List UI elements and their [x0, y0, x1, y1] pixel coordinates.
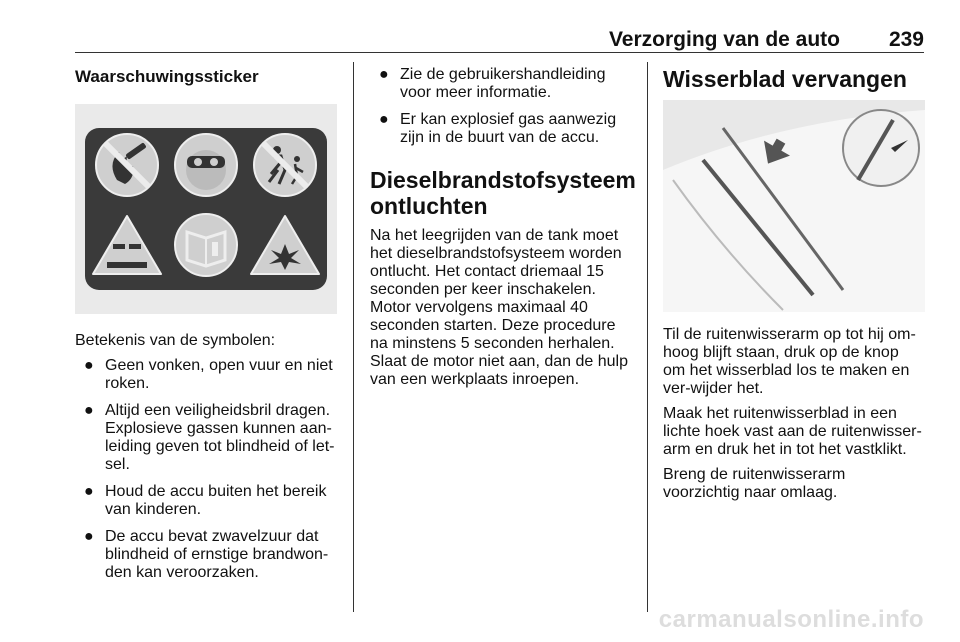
wiper-step-1: Til de ruitenwisserarm op tot hij om-hoog blijft staan, druk op de knop om het wisserblad los te maken en ver-wijder het.: [663, 326, 916, 397]
no-fire-icon: [96, 134, 158, 196]
warning-symbols-illustration: [75, 104, 337, 314]
header-title: Verzorging van de auto: [608, 28, 840, 51]
wiper-blade-graphic: [663, 100, 925, 312]
detail-zoom-circle: [843, 110, 919, 186]
symbol-meanings-list: [75, 357, 337, 582]
warning-symbols-graphic: [75, 104, 337, 314]
header-rule: [75, 52, 924, 53]
list-item: ● Altijd een veiligheidsbril dragen. Explosieve gassen kunnen aan-leiding geven tot blindheid of let-sel.: [84, 402, 335, 473]
symbols-intro: Betekenis van de symbolen:: [75, 332, 276, 349]
more-symbols-list: [370, 66, 635, 147]
column-warning-sticker: [75, 60, 337, 591]
column-diesel: [370, 60, 635, 396]
wiper-blade-heading: Wisserblad vervangen: [663, 66, 907, 92]
wiper-step-3: Breng de ruitenwisserarm voorzichtig naar omlaag.: [663, 466, 846, 501]
watermark: carmanualsonline.info: [658, 606, 924, 633]
column-divider-1: [353, 62, 354, 612]
list-item: ● Geen vonken, open vuur en niet roken.: [84, 357, 333, 392]
no-children-icon: [254, 134, 316, 196]
page-number: 239: [888, 28, 924, 51]
safety-goggles-icon: [175, 134, 237, 196]
list-item: ● Houd de accu buiten het bereik van kinderen.: [84, 483, 327, 518]
wiper-blade-illustration: [663, 100, 925, 312]
column-divider-2: [647, 62, 648, 612]
read-manual-icon: [175, 214, 237, 276]
warning-sticker-heading: Waarschuwingssticker: [75, 67, 259, 86]
wiper-step-2: Maak het ruitenwisserblad in een lichte hoek vast aan de ruitenwisser-arm en druk het in tot het vastklikt.: [663, 405, 922, 458]
diesel-bleed-text: Na het leegrijden van de tank moet het dieselbrandstofsysteem worden ontlucht. Het contact driemaal 15 seconden per keer inschakelen. Motor vervolgens maximaal 40 seconden starten. Deze procedure na minstens 5 seconden herhalen. Slaat de motor niet aan, dan de hulp van een werkplaats inroepen.: [370, 227, 628, 388]
diesel-bleed-heading: Dieselbrandstofsysteem ontluchten: [370, 167, 636, 219]
list-item: ● De accu bevat zwavelzuur dat blindheid of ernstige brandwon-den kan veroorzaken.: [84, 528, 329, 581]
column-wiper-blade: [663, 60, 925, 509]
list-item: ● Zie de gebruikershandleiding voor meer informatie.: [379, 66, 606, 101]
list-item: ● Er kan explosief gas aanwezig zijn in de buurt van de accu.: [379, 111, 617, 146]
